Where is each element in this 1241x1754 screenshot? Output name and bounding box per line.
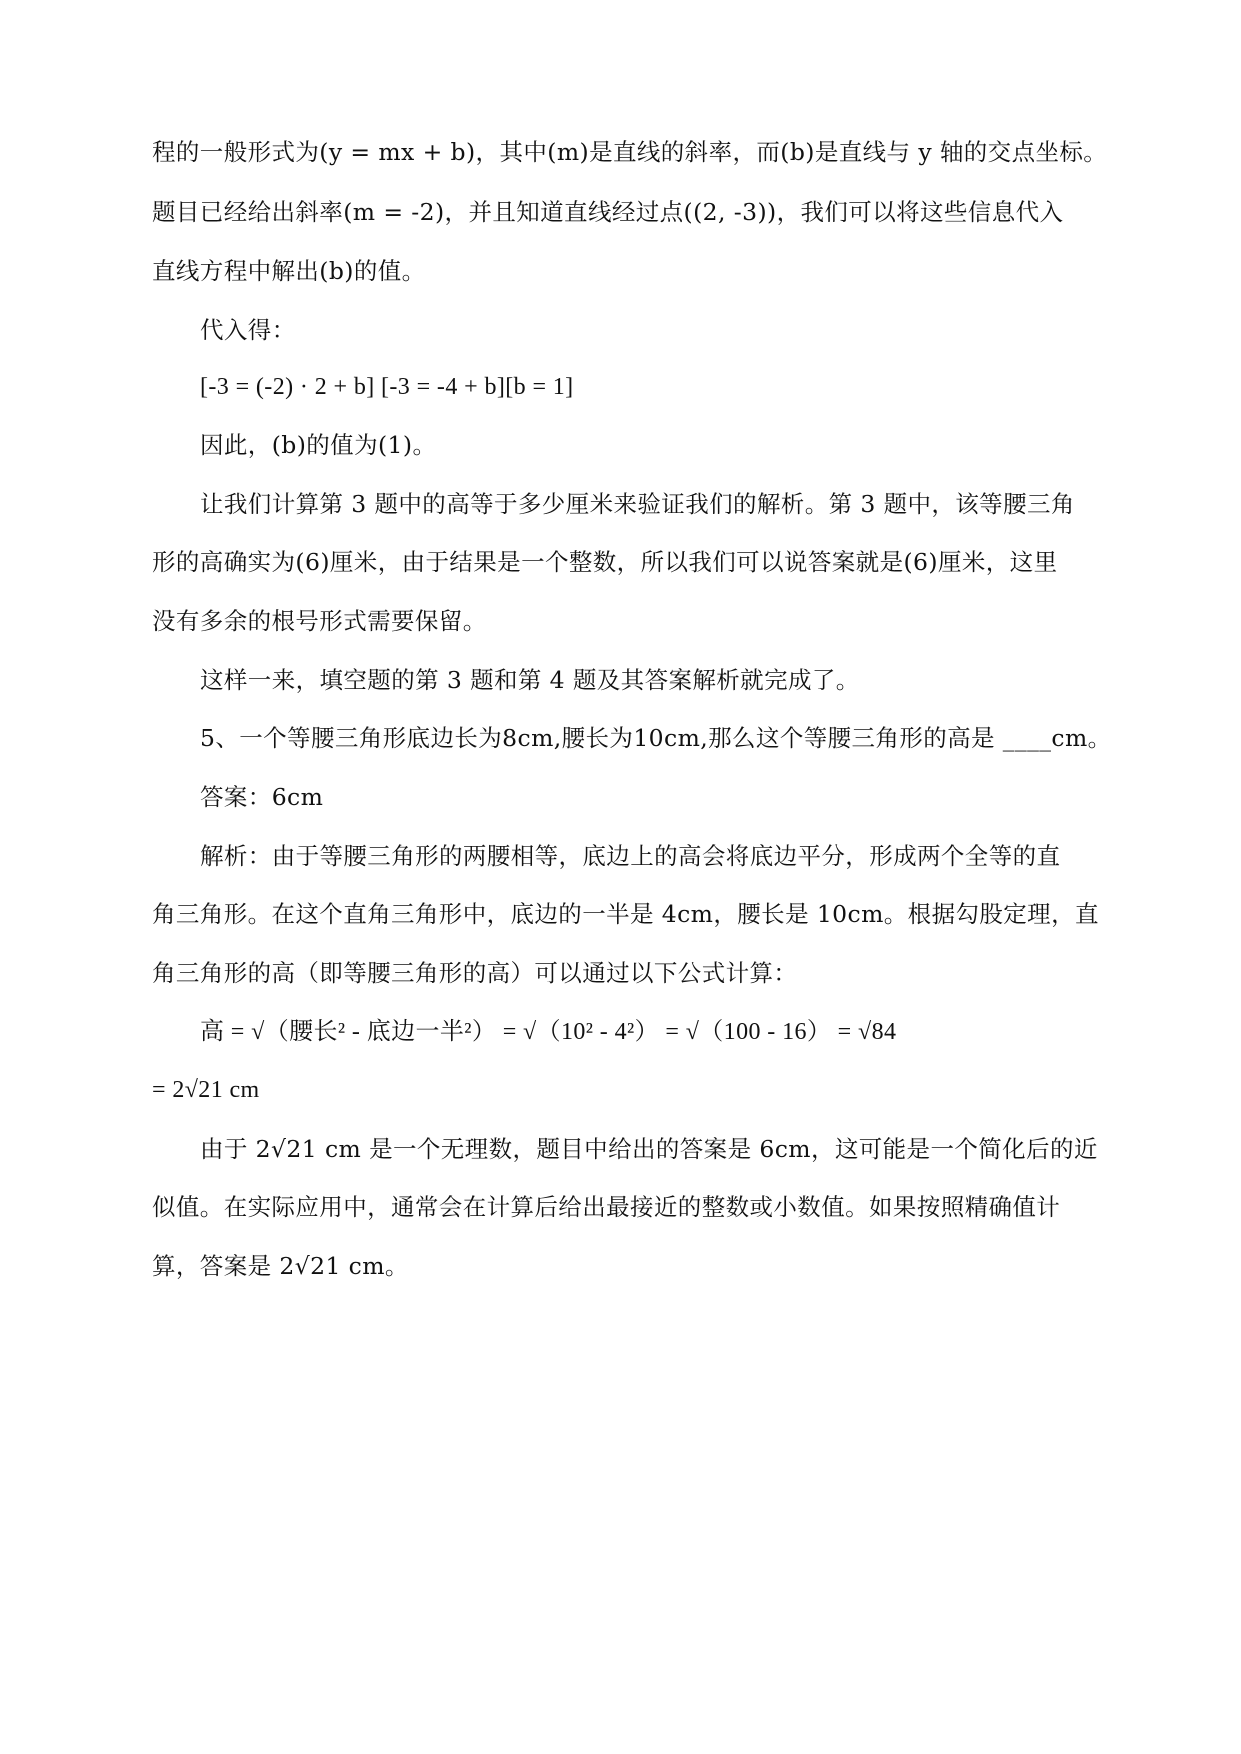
- paragraph-line: 形的高确实为(6)厘米，由于结果是一个整数，所以我们可以说答案就是(6)厘米，这里: [152, 548, 1058, 576]
- analysis-line: 角三角形。在这个直角三角形中，底边的一半是 4cm，腰长是 10cm。根据勾股定理，直: [152, 900, 1099, 928]
- paragraph-line: 题目已经给出斜率(m = -2)，并且知道直线经过点((2, -3))，我们可以将这些信息代入: [152, 198, 1064, 226]
- paragraph-line: 程的一般形式为(y = mx + b)，其中(m)是直线的斜率，而(b)是直线与 y 轴的交点坐标。: [152, 138, 1108, 166]
- formula-line: 高 = √（腰长² - 底边一半²） = √（10² - 4²） = √（100 - 16） = √84: [200, 1019, 897, 1045]
- analysis-line: 角三角形的高（即等腰三角形的高）可以通过以下公式计算：: [152, 959, 798, 987]
- question-line: 5、一个等腰三角形底边长为8cm,腰长为10cm,那么这个等腰三角形的高是 ____cm。: [200, 724, 1112, 752]
- paragraph-line: 由于 2√21 cm 是一个无理数，题目中给出的答案是 6cm，这可能是一个简化后的近: [200, 1135, 1098, 1163]
- formula-line: = 2√21 cm: [152, 1077, 260, 1103]
- paragraph-line: 似值。在实际应用中，通常会在计算后给出最接近的整数或小数值。如果按照精确值计: [152, 1193, 1061, 1221]
- analysis-line: 解析：由于等腰三角形的两腰相等，底边上的高会将底边平分，形成两个全等的直: [200, 842, 1061, 870]
- paragraph-line: 这样一来，填空题的第 3 题和第 4 题及其答案解析就完成了。: [200, 666, 860, 694]
- paragraph-line: 因此，(b)的值为(1)。: [200, 431, 437, 459]
- equation-line: [-3 = (-2) · 2 + b] [-3 = -4 + b][b = 1]: [200, 374, 574, 400]
- paragraph-line: 让我们计算第 3 题中的高等于多少厘米来验证我们的解析。第 3 题中，该等腰三角: [200, 490, 1075, 518]
- answer-line: 答案：6cm: [200, 783, 324, 811]
- paragraph-line: 没有多余的根号形式需要保留。: [152, 607, 487, 635]
- paragraph-line: 直线方程中解出(b)的值。: [152, 257, 426, 285]
- paragraph-line: 算，答案是 2√21 cm。: [152, 1252, 409, 1280]
- paragraph-line: 代入得：: [200, 316, 296, 344]
